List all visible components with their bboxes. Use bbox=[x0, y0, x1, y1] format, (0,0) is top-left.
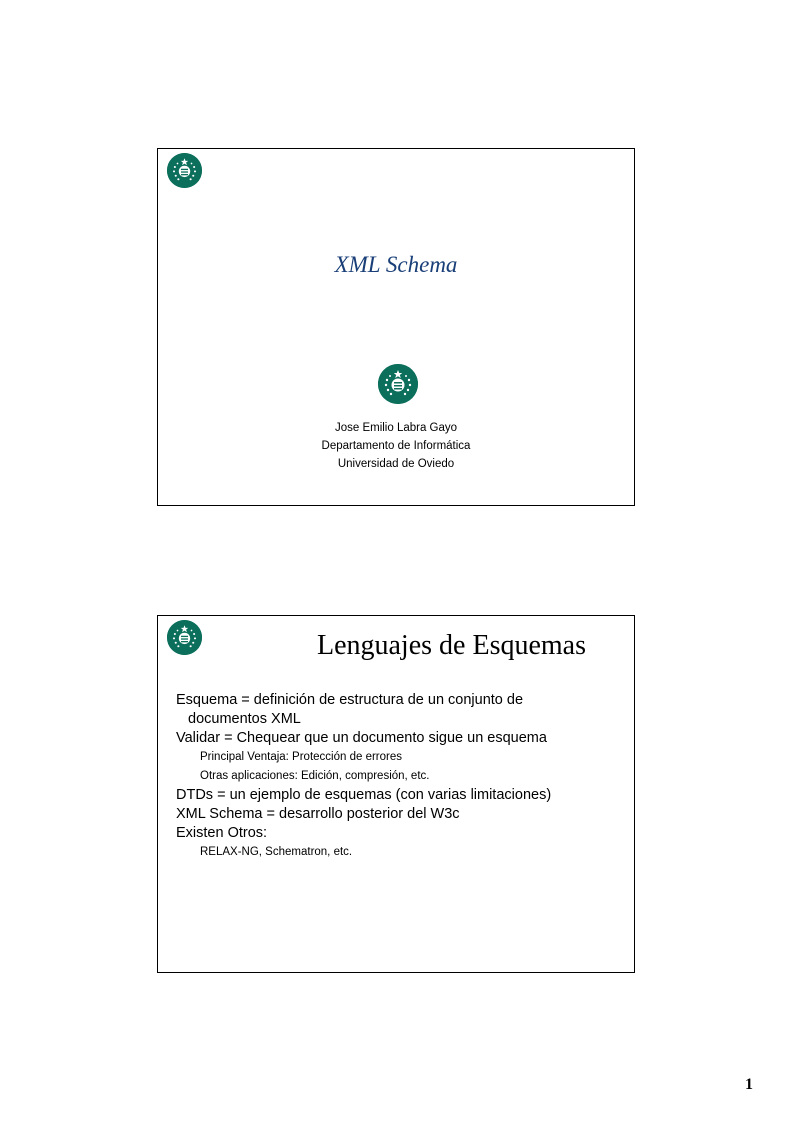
sub-list-item: Principal Ventaja: Protección de errores bbox=[200, 751, 402, 763]
title-slide bbox=[157, 148, 635, 506]
university-seal-icon bbox=[167, 153, 202, 188]
author-name: Jose Emilio Labra Gayo bbox=[334, 422, 458, 434]
sub-list-item: RELAX-NG, Schematron, etc. bbox=[200, 846, 353, 858]
author-block bbox=[158, 419, 634, 473]
author-university: Universidad de Oviedo bbox=[337, 458, 455, 470]
university-seal-icon bbox=[167, 620, 202, 655]
list-item: Validar = Chequear que un documento sigue un esquema bbox=[176, 730, 547, 746]
list-item: DTDs = un ejemplo de esquemas (con varias limitaciones) bbox=[176, 787, 552, 803]
sub-list-item: Otras aplicaciones: Edición, compresión, etc. bbox=[200, 770, 430, 782]
slide-title: XML Schema bbox=[334, 252, 458, 277]
list-item: XML Schema = desarrollo posterior del W3c bbox=[176, 806, 460, 822]
page-number: 1 bbox=[745, 1076, 753, 1093]
content-slide bbox=[157, 615, 635, 973]
list-item-continuation: documentos XML bbox=[188, 711, 301, 727]
list-item: Esquema = definición de estructura de un conjunto de bbox=[176, 692, 524, 708]
bullet-list bbox=[176, 691, 614, 862]
university-seal-icon bbox=[378, 364, 418, 404]
author-department: Departamento de Informática bbox=[321, 440, 471, 452]
slide-title: Lenguajes de Esquemas bbox=[316, 630, 586, 661]
list-item: Existen Otros: bbox=[176, 825, 268, 841]
